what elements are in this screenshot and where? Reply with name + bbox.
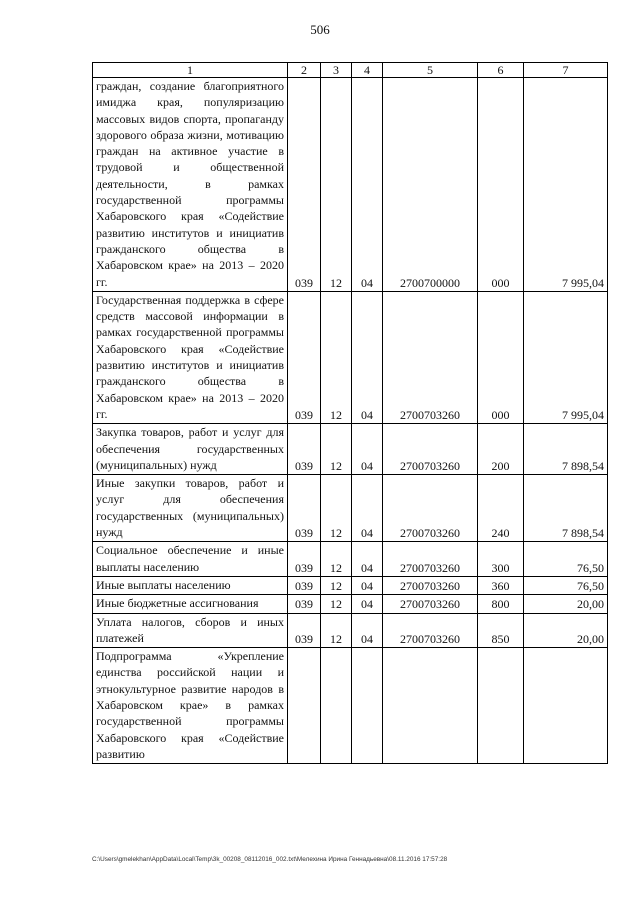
cell-ministry: 039 bbox=[288, 291, 321, 423]
cell-expense-type: 240 bbox=[478, 475, 524, 542]
cell-target-code: 2700703260 bbox=[383, 613, 478, 648]
table-row bbox=[93, 78, 608, 292]
page-number: 506 bbox=[310, 22, 330, 37]
cell-section: 12 bbox=[321, 542, 352, 577]
cell-amount: 7 995,04 bbox=[524, 78, 608, 292]
cell-section: 12 bbox=[321, 576, 352, 594]
cell-subsection: 04 bbox=[352, 291, 383, 423]
column-header: 5 bbox=[383, 63, 478, 78]
cell-target-code: 2700703260 bbox=[383, 542, 478, 577]
cell-subsection: 04 bbox=[352, 595, 383, 613]
table-row bbox=[93, 424, 608, 475]
table-row bbox=[93, 648, 608, 764]
cell-ministry bbox=[288, 648, 321, 764]
cell-expense-type: 200 bbox=[478, 424, 524, 475]
cell-amount: 76,50 bbox=[524, 576, 608, 594]
column-header: 4 bbox=[352, 63, 383, 78]
table-row bbox=[93, 291, 608, 423]
cell-expense-type: 800 bbox=[478, 595, 524, 613]
cell-subsection: 04 bbox=[352, 475, 383, 542]
cell-amount bbox=[524, 648, 608, 764]
cell-subsection: 04 bbox=[352, 576, 383, 594]
row-name: Иные выплаты населению bbox=[93, 576, 288, 594]
cell-subsection bbox=[352, 648, 383, 764]
row-name: Уплата налогов, сборов и иных платежей bbox=[93, 613, 288, 648]
column-header: 1 bbox=[93, 63, 288, 78]
cell-expense-type: 850 bbox=[478, 613, 524, 648]
cell-ministry: 039 bbox=[288, 576, 321, 594]
cell-amount: 7 995,04 bbox=[524, 291, 608, 423]
cell-section: 12 bbox=[321, 613, 352, 648]
row-name: Социальное обеспечение и иные выплаты населению bbox=[93, 542, 288, 577]
budget-table bbox=[92, 62, 608, 764]
row-name: Подпрограмма «Укрепление единства российской нации и этнокультурное развитие народов в Хабаровском крае» в рамках государственной программы Хабаровского края «Содействие развитию bbox=[93, 648, 288, 764]
cell-target-code: 2700700000 bbox=[383, 78, 478, 292]
cell-target-code: 2700703260 bbox=[383, 424, 478, 475]
cell-subsection: 04 bbox=[352, 613, 383, 648]
cell-amount: 76,50 bbox=[524, 542, 608, 577]
cell-ministry: 039 bbox=[288, 78, 321, 292]
cell-amount: 20,00 bbox=[524, 595, 608, 613]
cell-section: 12 bbox=[321, 595, 352, 613]
cell-expense-type: 300 bbox=[478, 542, 524, 577]
cell-section: 12 bbox=[321, 475, 352, 542]
table-row bbox=[93, 542, 608, 577]
cell-subsection: 04 bbox=[352, 424, 383, 475]
cell-expense-type bbox=[478, 648, 524, 764]
cell-expense-type: 000 bbox=[478, 78, 524, 292]
file-path-footer: C:\Users\gmelekhan\AppData\Local\Temp\3k_00208_08112016_002.txt\Мелехина Ирина Геннадьевна\08.11.2016 17:57:28 bbox=[92, 856, 448, 863]
cell-section: 12 bbox=[321, 78, 352, 292]
cell-section: 12 bbox=[321, 424, 352, 475]
table-header-row bbox=[93, 63, 608, 78]
cell-target-code bbox=[383, 648, 478, 764]
cell-amount: 7 898,54 bbox=[524, 475, 608, 542]
table-row bbox=[93, 475, 608, 542]
cell-subsection: 04 bbox=[352, 542, 383, 577]
cell-ministry: 039 bbox=[288, 595, 321, 613]
table-row bbox=[93, 576, 608, 594]
cell-amount: 20,00 bbox=[524, 613, 608, 648]
cell-expense-type: 000 bbox=[478, 291, 524, 423]
cell-ministry: 039 bbox=[288, 542, 321, 577]
column-header: 3 bbox=[321, 63, 352, 78]
row-name: Закупка товаров, работ и услуг для обеспечения государственных (муниципальных) нужд bbox=[93, 424, 288, 475]
table-row bbox=[93, 595, 608, 613]
column-header: 7 bbox=[524, 63, 608, 78]
cell-ministry: 039 bbox=[288, 475, 321, 542]
row-name: граждан, создание благоприятного имиджа края, популяризацию массовых видов спорта, пропаганду здорового образа жизни, мотивацию граждан на активное участие в трудовой и общественной деятельности, в рамках государственной программы Хабаровского края «Содействие развитию институтов и инициатив гражданского общества в Хабаровском крае» на 2013 – 2020 гг. bbox=[93, 78, 288, 292]
table-row bbox=[93, 613, 608, 648]
cell-ministry: 039 bbox=[288, 613, 321, 648]
cell-target-code: 2700703260 bbox=[383, 291, 478, 423]
row-name: Государственная поддержка в сфере средств массовой информации в рамках государственной программы Хабаровского края «Содействие развитию институтов и инициатив гражданского общества в Хабаровском крае» на 2013 – 2020 гг. bbox=[93, 291, 288, 423]
column-header: 6 bbox=[478, 63, 524, 78]
cell-target-code: 2700703260 bbox=[383, 595, 478, 613]
cell-amount: 7 898,54 bbox=[524, 424, 608, 475]
cell-ministry: 039 bbox=[288, 424, 321, 475]
row-name: Иные бюджетные ассигнования bbox=[93, 595, 288, 613]
cell-section bbox=[321, 648, 352, 764]
column-header: 2 bbox=[288, 63, 321, 78]
cell-expense-type: 360 bbox=[478, 576, 524, 594]
cell-section: 12 bbox=[321, 291, 352, 423]
cell-target-code: 2700703260 bbox=[383, 576, 478, 594]
cell-target-code: 2700703260 bbox=[383, 475, 478, 542]
cell-subsection: 04 bbox=[352, 78, 383, 292]
row-name: Иные закупки товаров, работ и услуг для обеспечения государственных (муниципальных) нужд bbox=[93, 475, 288, 542]
